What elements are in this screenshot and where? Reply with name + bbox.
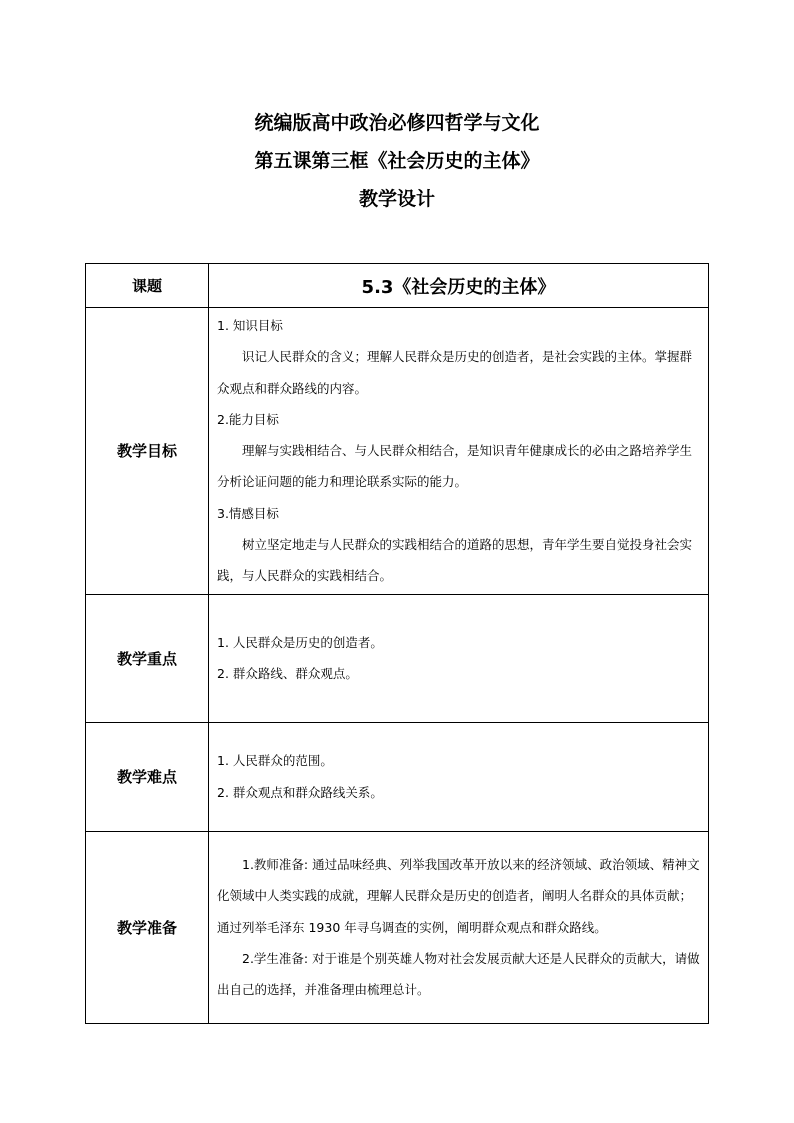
preparation-label: 教学准备: [86, 831, 209, 1023]
goals-content: [209, 308, 709, 595]
key-point-item: 2. 群众路线、群众观点。: [217, 666, 358, 682]
lesson-plan-table: [85, 263, 709, 1024]
preparation-content: [209, 831, 709, 1023]
table-row-goals: [86, 308, 709, 595]
key-points-label: 教学重点: [86, 594, 209, 722]
topic-label: 课题: [86, 264, 209, 308]
document-title-line3: 教学设计: [358, 188, 435, 210]
table-row-difficulties: [86, 722, 709, 831]
emotion-heading: 3.情感目标: [217, 505, 279, 521]
difficulty-item: 2. 群众观点和群众路线关系。: [217, 784, 383, 800]
topic-value: 5.3《社会历史的主体》: [209, 264, 709, 308]
document-title-line2: 第五课第三框《社会历史的主体》: [254, 150, 540, 172]
document-title-line1: 统编版高中政治必修四哲学与文化: [254, 112, 540, 134]
table-row-preparation: [86, 831, 709, 1023]
goals-label: 教学目标: [86, 308, 209, 595]
table-row-topic: [86, 264, 709, 308]
emotion-text: 树立坚定地走与人民群众的实践相结合的道路的思想，青年学生要自觉投身社会实践，与人民群众的实践相结合。: [217, 537, 693, 584]
key-point-item: 1. 人民群众是历史的创造者。: [217, 634, 383, 650]
ability-text: 理解与实践相结合、与人民群众相结合，是知识青年健康成长的必由之路培养学生分析论证问题的能力和理论联系实际的能力。: [217, 443, 693, 490]
document-title-block: [0, 104, 794, 218]
ability-heading: 2.能力目标: [217, 411, 279, 427]
key-points-content: [209, 594, 709, 722]
difficulty-item: 1. 人民群众的范围。: [217, 753, 333, 769]
knowledge-heading: 1. 知识目标: [217, 318, 283, 333]
difficulties-label: 教学难点: [86, 722, 209, 831]
knowledge-text: 识记人民群众的含义；理解人民群众是历史的创造者，是社会实践的主体。掌握群众观点和群众路线的内容。: [217, 349, 693, 396]
table-row-key-points: [86, 594, 709, 722]
teacher-preparation: 1.教师准备: 通过品味经典、列举我国改革开放以来的经济领域、政治领域、精神文化领域中人类实践的成就，理解人民群众是历史的创造者，阐明人名群众的具体贡献；通过列举毛泽东 1930 年寻乌调查的实例，阐明群众观点和群众路线。: [217, 856, 700, 935]
student-preparation: 2.学生准备: 对于谁是个别英雄人物对社会发展贡献大还是人民群众的贡献大，请做出自己的选择，并准备理由梳理总计。: [217, 950, 700, 998]
difficulties-content: [209, 722, 709, 831]
